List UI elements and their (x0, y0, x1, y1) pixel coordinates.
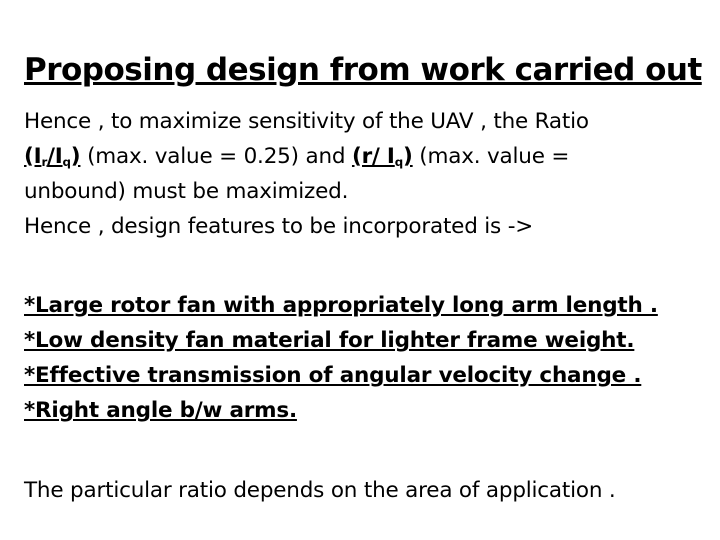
bullet-item: *Large rotor fan with appropriately long arm length . (24, 293, 658, 318)
paragraph-line-4: Hence , design features to be incorporated is -> (24, 214, 534, 239)
ratio-ir-iq-open: (I (24, 144, 42, 169)
paragraph-line-2 (24, 139, 704, 174)
ratio-r-iq-close: ) (403, 144, 413, 169)
ratio-ir-iq-sub-q: q (62, 154, 71, 169)
spacer (24, 428, 704, 473)
slide-body (24, 104, 704, 508)
bullet-item: *Low density fan material for lighter frame weight. (24, 328, 635, 353)
ratio-ir-iq-close: ) (70, 144, 81, 169)
paragraph-line-3: unbound) must be maximized. (24, 179, 349, 204)
ratio-ir-iq (24, 144, 80, 169)
ratio-r-iq-open: (r/ I (351, 144, 395, 169)
paragraph-line-1: Hence , to maximize sensitivity of the UAV , the Ratio (24, 109, 589, 134)
bullet-item: *Right angle b/w arms. (24, 398, 297, 423)
ratio-ir-iq-note: (max. value = 0.25) and (80, 144, 352, 169)
ratio-ir-iq-mid: /I (47, 144, 63, 169)
spacer (24, 244, 704, 288)
ratio-r-iq-note: (max. value = (412, 144, 570, 169)
ratio-r-iq-sub-q: q (394, 154, 404, 169)
footer-note: The particular ratio depends on the area of application . (24, 478, 616, 503)
slide-title: Proposing design from work carried out (24, 52, 702, 88)
bullet-item: *Effective transmission of angular velocity change . (24, 363, 642, 388)
ratio-r-iq (352, 144, 413, 169)
ratio-ir-iq-sub-r: r (41, 154, 48, 169)
